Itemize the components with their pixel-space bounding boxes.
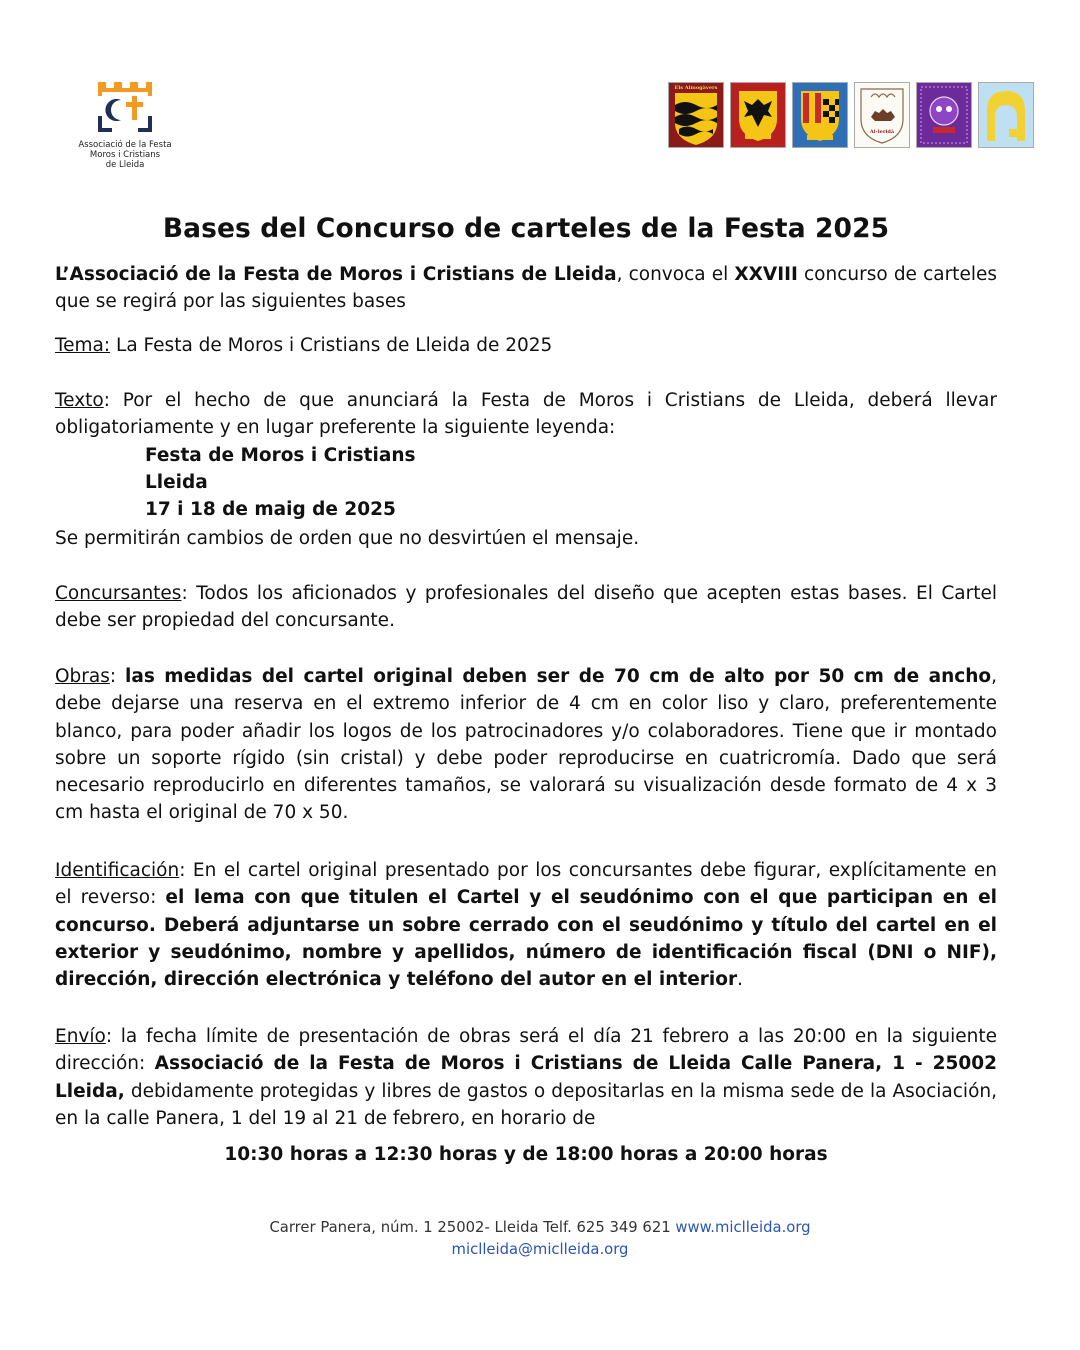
crescent-and-cross-logo-icon (94, 78, 156, 136)
filae-shield-yellow-waves-icon (668, 82, 724, 148)
intro-text: concurso de carteles que se regirá por las siguientes bases (55, 264, 997, 313)
footer-line (0, 1217, 1080, 1239)
edition-number: XXVIII (734, 264, 798, 285)
envio-text: debidamente protegidas y libres de gastos o depositarlas en la misma sede de la Asociación, en la calle Panera, 1 del 19 al 21 de febrero, en horario de (55, 1080, 997, 1129)
filae-shield-eagle-icon (730, 82, 786, 148)
footer-address: Carrer Panera, núm. 1 25002- Lleida Telf. 625 349 621 (269, 1219, 676, 1236)
footer (0, 1217, 1080, 1261)
org-name (60, 140, 190, 170)
texto-label: Texto (55, 390, 104, 411)
filaes-logo-row (668, 82, 1034, 148)
texto-text: : Por el hecho de que anunciará la Festa de Moros i Cristians de Lleida, deberá llevar obligatoriamente y en lugar preferente la siguiente leyenda: (55, 390, 997, 439)
obras-label: Obras (55, 666, 110, 687)
filae-label: Els Almogàvers (674, 85, 718, 91)
texto-note: Se permitirán cambios de orden que no desvirtúen el mensaje. (55, 528, 640, 549)
tema-label: Tema: (55, 335, 111, 356)
identificacion-paragraph (55, 857, 997, 993)
opening-hours: 10:30 horas a 12:30 horas y de 18:00 horas a 20:00 horas (224, 1144, 828, 1165)
org-logo (60, 78, 190, 170)
org-name-line: de Lleida (105, 160, 145, 170)
website-link[interactable]: www.miclleida.org (675, 1219, 811, 1236)
filae-label: Al-leridà (869, 129, 895, 135)
concursantes-label: Concursantes (55, 583, 182, 604)
envio-label: Envío (55, 1026, 106, 1047)
legend-line: 17 i 18 de maig de 2025 (145, 499, 396, 520)
filae-shield-arch-icon (978, 82, 1034, 148)
concursantes-text: : Todos los aficionados y profesionales del diseño que acepten estas bases. El Cartel debe ser propiedad del concursante. (55, 583, 997, 632)
tema-paragraph (55, 332, 997, 359)
org-name-line: Associació de la Festa (78, 140, 172, 150)
identificacion-bold: el lema con que titulen el Cartel y el seudónimo con el que participan en el concurso. Deberá adjuntarse un sobre cerrado con el seudónimo y título del cartel en el exterior y seudónimo, nombre y apellidos, número de identificación fiscal (DNI o NIF), dirección, dirección electrónica y teléfono del autor en el interior (55, 887, 997, 991)
envio-text: : la fecha límite de presentación de obras será el día 21 febrero a las 20:00 en la siguiente dirección: (55, 1026, 997, 1075)
identificacion-text: . (737, 969, 743, 991)
filae-shield-checkered-icon (792, 82, 848, 148)
footer-line (0, 1239, 1080, 1261)
identificacion-text: : En el cartel original presentado por los concursantes debe figurar, explícitamente en el reverso: (55, 860, 997, 909)
org-name-bold: L’Associació de la Festa de Moros i Cristians de Lleida (55, 264, 617, 285)
filae-shield-purple-icon (916, 82, 972, 148)
document-title: Bases del Concurso de carteles de la Festa 2025 (162, 213, 890, 244)
filae-shield-arabic-icon (854, 82, 910, 148)
intro-text: , convoca el (616, 264, 735, 285)
obras-text: , debe dejarse una reserva en el extremo inferior de 4 cm en color liso y claro, preferentemente blanco, para poder añadir los logos de los patrocinadores y/o colaboradores. Tiene que ir montado sobre un soporte rígido (sin cristal) y debe poder reproducirse en cuatricromía. Dado que será necesario reproducirlo en diferentes tamaños, se valorará su visualización desde formato de 4 x 3 cm hasta el original de 70 x 50. (55, 666, 997, 824)
concursantes-paragraph (55, 580, 997, 635)
legend-line: Festa de Moros i Cristians (145, 445, 416, 466)
envio-paragraph (55, 1023, 997, 1132)
email-link[interactable]: miclleida@miclleida.org (451, 1241, 629, 1258)
obras-bold: las medidas del cartel original deben ser de 70 cm de alto por 50 cm de ancho (125, 666, 992, 687)
obras-text: : (109, 666, 126, 687)
intro-paragraph (55, 261, 997, 316)
obras-paragraph (55, 663, 997, 827)
org-name-line: Moros i Cristians (89, 150, 161, 160)
identificacion-label: Identificación (55, 860, 180, 881)
envio-address-bold: Associació de la Festa de Moros i Cristians de Lleida Calle Panera, 1 - 25002 Lleida, (55, 1053, 997, 1102)
tema-text: La Festa de Moros i Cristians de Lleida de 2025 (110, 335, 553, 356)
texto-paragraph (55, 387, 997, 442)
legend-line: Lleida (145, 472, 208, 493)
